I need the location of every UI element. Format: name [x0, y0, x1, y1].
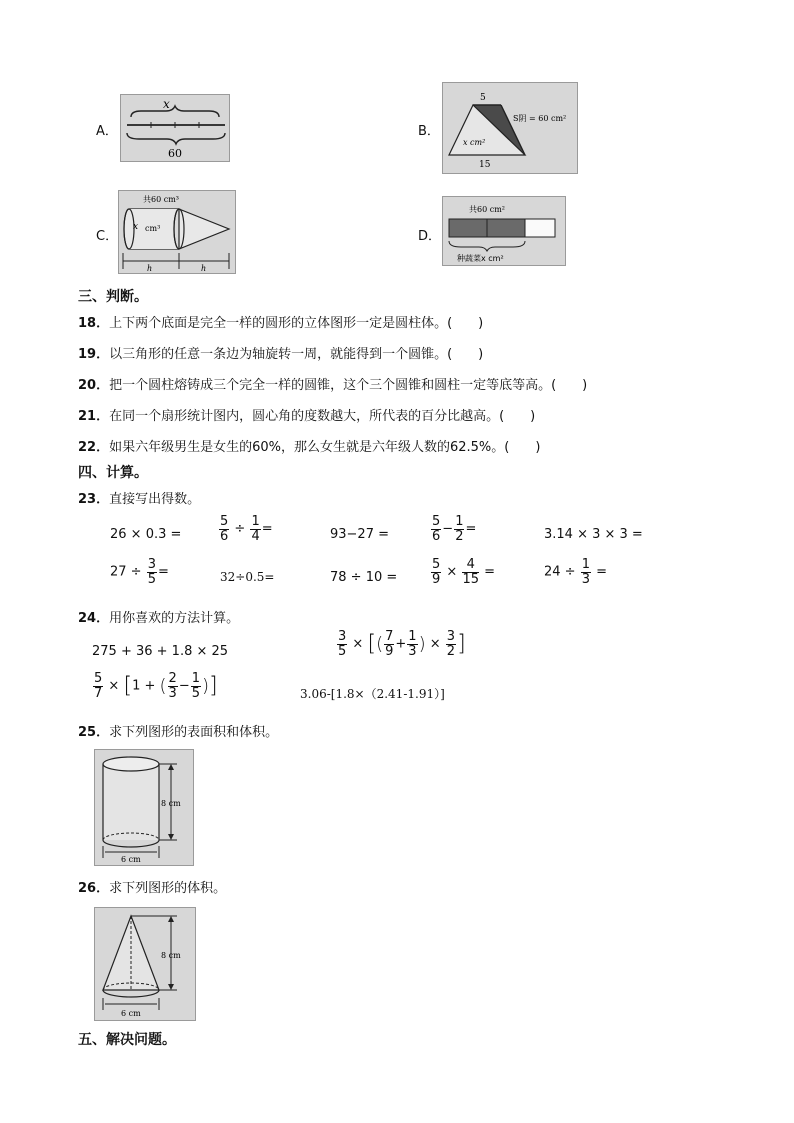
judgment-19: [78, 343, 483, 362]
calc-e2: $\frac{5}{6}$ ÷ $\frac{1}{4}$ =: [220, 514, 273, 544]
fraction: $\frac{5}{6}$: [220, 514, 229, 544]
calc-e8: 78 ÷ 10 =: [330, 570, 398, 585]
fraction: $\frac{1}{3}$: [581, 557, 590, 587]
question-number: 24．: [78, 611, 110, 626]
cone-height-label: 8 cm: [161, 951, 181, 960]
calc24-e2: $\frac{3}{5}$ × [( $\frac{7}{9}$ + $\frac{1}{3}$ ) × $\frac{3}{2}$ ]: [338, 629, 466, 659]
judgment-text: 以三角形的任意一条边为轴旋转一周，就能得到一个圆锥。( ): [109, 347, 484, 362]
calc-e10: 24 ÷ $\frac{1}{3}$ =: [544, 557, 608, 587]
fraction: $\frac{3}{5}$: [338, 629, 347, 659]
fraction: $\frac{2}{3}$: [168, 671, 177, 701]
cylinder-height-label: 8 cm: [161, 799, 181, 808]
judgment-number: 18．: [78, 316, 110, 331]
fraction: $\frac{3}{2}$: [446, 629, 456, 659]
cylinder-diameter-label: 6 cm: [121, 855, 141, 864]
fraction: $\frac{5}{7}$: [94, 671, 103, 701]
judgment-18: [78, 312, 483, 331]
fraction: $\frac{1}{5}$: [191, 671, 200, 701]
fraction: $\frac{5}{6}$: [432, 514, 441, 544]
calc-e5: 3.14 × 3 × 3 =: [544, 527, 643, 542]
calc24-e4: 3.06-[1.8×（2.41-1.91）]: [300, 687, 445, 701]
judgment-text: 如果六年级男生是女生的60%，那么女生就是六年级人数的62.5%。( ): [109, 440, 541, 455]
cone-diameter-label: 6 cm: [121, 1009, 141, 1018]
option-c-h2: h: [201, 264, 207, 273]
option-b-inner-label: x cm²: [463, 138, 486, 147]
fraction: $\frac{4}{15}$: [462, 557, 480, 587]
option-b-label: B．: [418, 124, 440, 139]
fraction: $\frac{1}{3}$: [408, 629, 417, 659]
question-24: [78, 607, 239, 626]
option-b-area-label: S阴 = 60 cm²: [513, 114, 567, 123]
option-a-top-label: x: [163, 97, 170, 111]
section-5-title: 五、解决问题。: [78, 1032, 176, 1048]
calc-e6: 27 ÷ $\frac{3}{5}$ =: [110, 557, 169, 587]
option-a-bottom-label: 60: [168, 147, 182, 160]
option-d-bottom-label: 种蔬菜x cm²: [457, 254, 504, 263]
calc-e1: 26 × 0.3 =: [110, 527, 182, 542]
section-3-title: 三、判断。: [78, 289, 148, 305]
question-26: [78, 877, 226, 896]
section-4-title: 四、计算。: [78, 465, 148, 481]
question-text: 直接写出得数。: [109, 492, 201, 507]
calc-e4: $\frac{5}{6}$ − $\frac{1}{2}$ =: [432, 514, 477, 544]
option-c-label: C．: [96, 229, 119, 244]
judgment-number: 21．: [78, 409, 110, 424]
cylinder-figure: [94, 749, 194, 866]
option-d-top-label: 共60 cm²: [469, 205, 505, 214]
judgment-number: 20．: [78, 378, 110, 393]
judgment-text: 上下两个底面是完全一样的圆形的立体图形一定是圆柱体。( ): [109, 316, 484, 331]
option-a-figure: [120, 94, 230, 162]
judgment-20: [78, 374, 587, 393]
fraction: $\frac{1}{2}$: [455, 514, 464, 544]
question-text: 求下列图形的体积。: [109, 881, 227, 896]
option-c-inner-x: x: [133, 222, 139, 232]
option-d-figure: [442, 196, 566, 266]
calc-e7: 32÷0.5=: [220, 570, 275, 584]
option-a-label: A．: [96, 124, 118, 139]
question-text: 求下列图形的表面积和体积。: [109, 725, 279, 740]
calc-e9: $\frac{5}{9}$ × $\frac{4}{15}$ =: [432, 557, 496, 587]
option-b-top-label: 5: [480, 93, 486, 103]
calc24-e3: $\frac{5}{7}$ × [1 + ( $\frac{2}{3}$ − $\frac{1}{5}$ )]: [94, 671, 218, 701]
option-b-figure: [442, 82, 578, 174]
question-text: 用你喜欢的方法计算。: [109, 611, 240, 626]
judgment-text: 把一个圆柱熔铸成三个完全一样的圆锥，这个三个圆锥和圆柱一定等底等高。( ): [109, 378, 588, 393]
option-d-label: D．: [418, 229, 442, 244]
question-25: [78, 721, 278, 740]
question-number: 25．: [78, 725, 110, 740]
judgment-number: 22．: [78, 440, 110, 455]
question-number: 23．: [78, 492, 110, 507]
option-b-bottom-label: 15: [479, 160, 491, 170]
option-c-h1: h: [147, 264, 153, 273]
judgment-number: 19．: [78, 347, 110, 362]
option-c-top-label: 共60 cm³: [143, 195, 179, 204]
fraction: $\frac{1}{4}$: [251, 514, 260, 544]
fraction: $\frac{5}{9}$: [432, 557, 441, 587]
option-c-inner-unit: cm³: [145, 224, 161, 233]
question-number: 26．: [78, 881, 110, 896]
option-c-figure: [118, 190, 236, 274]
judgment-text: 在同一个扇形统计图内，圆心角的度数越大，所代表的百分比越高。( ): [109, 409, 536, 424]
judgment-22: [78, 436, 540, 455]
calc-e3: 93−27 =: [330, 527, 390, 542]
question-23: [78, 488, 200, 507]
judgment-21: [78, 405, 535, 424]
fraction: $\frac{7}{9}$: [385, 629, 394, 659]
calc24-e1: 275 + 36 + 1.8 × 25: [92, 644, 229, 659]
cone-figure: [94, 907, 196, 1021]
fraction: $\frac{3}{5}$: [147, 557, 156, 587]
